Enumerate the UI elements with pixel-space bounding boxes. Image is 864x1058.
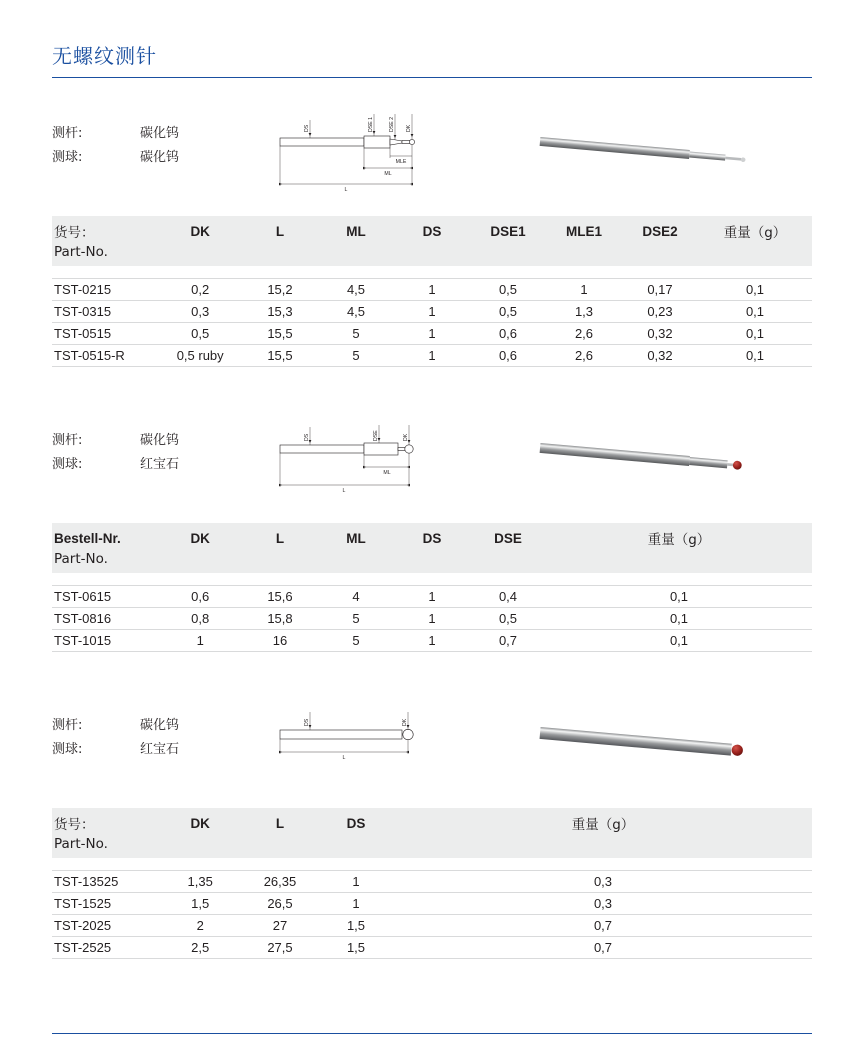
cell-part-no: TST-1015	[54, 633, 112, 648]
cell-dse1: 0,6	[498, 326, 518, 341]
material-value-stylus: 碳化钨	[140, 433, 180, 448]
col-head-dk: DK	[190, 223, 210, 239]
dim-label-dse2: DSE 2	[389, 117, 395, 132]
table-row	[52, 915, 812, 937]
section-1-table	[52, 216, 812, 367]
col-head-dse: DSE	[494, 530, 522, 546]
cell-ml: 5	[352, 326, 360, 341]
col-head-mle1: MLE1	[565, 223, 602, 239]
dim-label-ml: ML	[383, 470, 391, 476]
header-row-main	[52, 523, 812, 551]
cell-part-no: TST-2025	[54, 918, 112, 933]
col-subhead-blank-1	[158, 559, 242, 565]
cell-dse1: 0,6	[498, 348, 518, 363]
cell-ds: 1	[428, 589, 436, 604]
cell-ds: 1	[428, 326, 436, 341]
header-row-sub	[52, 551, 812, 573]
section-3-table-body	[52, 858, 812, 959]
section-3-table	[52, 808, 812, 959]
photo-svg-2	[532, 419, 792, 511]
cell-dse1: 0,5	[498, 304, 518, 319]
col-subhead-blank-4	[394, 559, 470, 565]
header-row-main	[52, 216, 812, 244]
header-row-sub	[52, 836, 812, 858]
cell-weight: 0,3	[593, 896, 613, 911]
cell-ml: 4,5	[346, 304, 366, 319]
dim-label-ds: DS	[304, 124, 310, 132]
col-head-dse1: DSE1	[490, 223, 526, 239]
col-subhead-blank-1	[158, 844, 242, 850]
cell-l: 27,5	[267, 940, 293, 955]
cell-dk: 1,5	[191, 896, 210, 911]
photo-svg-1	[532, 112, 792, 204]
col-head-part-no: 货号：	[54, 225, 95, 241]
cell-ds: 1	[428, 282, 436, 297]
material-value-ball: 碳化钨	[140, 150, 180, 165]
col-subhead-blank-6	[546, 559, 812, 565]
col-head-l: L	[275, 815, 285, 831]
cell-part-no: TST-0315	[54, 304, 112, 319]
table-row	[52, 937, 812, 959]
section-3-top	[52, 704, 812, 796]
dim-label-dse1: DSE 1	[368, 117, 374, 132]
col-subhead-part-no: Part-No.	[54, 244, 108, 260]
cell-l: 27	[272, 918, 288, 933]
dim-label-l: L	[342, 488, 346, 494]
cell-part-no: TST-0515	[54, 326, 112, 341]
section-2-table-head	[52, 523, 812, 573]
material-row-stylus	[52, 714, 262, 738]
cell-weight: 0,1	[745, 304, 765, 319]
cell-weight: 0,1	[669, 611, 689, 626]
col-subhead-part-no: Part-No.	[54, 551, 108, 567]
section-1-materials	[52, 112, 262, 170]
section-3-materials	[52, 704, 262, 762]
cell-dk: 0,5 ruby	[176, 348, 224, 363]
cell-mle1: 1	[580, 282, 588, 297]
material-value-stylus: 碳化钨	[140, 126, 180, 141]
cell-weight: 0,1	[745, 348, 765, 363]
cell-ds: 1,5	[346, 940, 366, 955]
material-row-ball	[52, 738, 262, 762]
material-value-ball: 红宝石	[140, 742, 180, 757]
cell-weight: 0,7	[593, 940, 613, 955]
cell-ds: 1	[428, 304, 436, 319]
dim-label-mle: MLE	[395, 159, 407, 165]
cell-ml: 5	[352, 633, 360, 648]
cell-dk: 0,2	[191, 282, 210, 297]
material-row-ball	[52, 146, 262, 170]
section-2-top	[52, 419, 812, 511]
cell-ds: 1	[352, 874, 360, 889]
table-spacer	[52, 266, 812, 279]
section-2	[52, 419, 812, 652]
cell-ds: 1	[428, 633, 436, 648]
material-label-stylus: 测杆:	[52, 433, 83, 448]
col-subhead-part-no: Part-No.	[54, 836, 108, 852]
cell-part-no: TST-0515-R	[54, 348, 125, 363]
cell-part-no: TST-2525	[54, 940, 112, 955]
col-subhead-blank-3	[318, 252, 394, 258]
cell-l: 26,35	[263, 874, 297, 889]
cell-part-no: TST-0215	[54, 282, 112, 297]
table-row	[52, 279, 812, 301]
cell-l: 15,5	[267, 348, 293, 363]
photo-svg-3	[532, 704, 792, 796]
cell-weight: 0,1	[669, 589, 689, 604]
col-subhead-blank-2	[242, 844, 318, 850]
footer-divider	[52, 1033, 812, 1034]
col-head-weight: 重量（g）	[571, 817, 635, 833]
cell-weight: 0,3	[593, 874, 613, 889]
col-subhead-blank-4	[394, 252, 470, 258]
material-label-ball: 测球:	[52, 742, 83, 757]
material-row-stylus	[52, 429, 262, 453]
material-label-stylus: 测杆:	[52, 718, 83, 733]
cell-mle1: 2,6	[574, 326, 594, 341]
cell-part-no: TST-0816	[54, 611, 112, 626]
table-spacer	[52, 573, 812, 586]
col-subhead-blank-5	[470, 252, 546, 258]
col-subhead-blank-6	[546, 252, 622, 258]
col-subhead-blank-1	[158, 252, 242, 258]
col-subhead-blank-3	[318, 844, 394, 850]
dim-label-dse: DSE	[373, 430, 379, 441]
col-head-l: L	[275, 530, 285, 546]
page-header	[52, 0, 812, 78]
cell-dse1: 0,5	[498, 282, 518, 297]
section-1-technical-drawing	[262, 112, 532, 204]
col-head-part-no: 货号：	[54, 817, 95, 833]
col-head-weight: 重量（g）	[647, 532, 711, 548]
table-row	[52, 608, 812, 630]
material-value-ball: 红宝石	[140, 457, 180, 472]
col-head-ds: DS	[422, 223, 442, 239]
col-subhead-blank-2	[242, 559, 318, 565]
cell-dk: 1,35	[187, 874, 213, 889]
header-row-sub	[52, 244, 812, 266]
material-value-stylus: 碳化钨	[140, 718, 180, 733]
cell-part-no: TST-0615	[54, 589, 112, 604]
col-subhead-blank-3	[318, 559, 394, 565]
section-3-technical-drawing	[262, 704, 532, 796]
cell-dk: 1	[196, 633, 204, 648]
cell-ds: 1,5	[346, 918, 366, 933]
dim-label-dk: DK	[403, 433, 409, 441]
col-head-dk: DK	[190, 530, 210, 546]
cell-dk: 0,3	[191, 304, 210, 319]
section-2-table	[52, 523, 812, 652]
col-subhead-blank-4	[394, 844, 812, 850]
header-divider	[52, 77, 812, 78]
section-1	[52, 112, 812, 367]
cell-weight: 0,1	[669, 633, 689, 648]
col-head-ml: ML	[346, 530, 366, 546]
cell-dk: 0,8	[191, 611, 210, 626]
table-row	[52, 893, 812, 915]
cell-l: 16	[272, 633, 288, 648]
cell-dk: 0,5	[191, 326, 210, 341]
cell-ml: 5	[352, 348, 360, 363]
cell-weight: 0,1	[745, 326, 765, 341]
drawing-svg-2	[262, 419, 532, 511]
cell-dse: 0,4	[498, 589, 518, 604]
section-3-table-head	[52, 808, 812, 858]
table-row	[52, 630, 812, 652]
drawing-svg-3	[262, 704, 532, 796]
section-2-product-photo	[532, 419, 812, 511]
col-head-ds: DS	[346, 815, 366, 831]
cell-ds: 1	[352, 896, 360, 911]
section-3	[52, 704, 812, 959]
section-1-table-body	[52, 266, 812, 367]
col-subhead-blank-7	[622, 252, 698, 258]
table-row	[52, 586, 812, 608]
dim-label-ds: DS	[304, 718, 310, 726]
cell-dse2: 0,32	[647, 326, 673, 341]
col-head-dk: DK	[190, 815, 210, 831]
cell-dk: 2,5	[191, 940, 210, 955]
cell-l: 15,6	[267, 589, 293, 604]
table-row	[52, 871, 812, 893]
cell-part-no: TST-1525	[54, 896, 112, 911]
section-1-top	[52, 112, 812, 204]
cell-dse2: 0,23	[647, 304, 673, 319]
col-head-ml: ML	[346, 223, 366, 239]
cell-ds: 1	[428, 348, 436, 363]
section-3-product-photo	[532, 704, 812, 796]
material-label-ball: 测球:	[52, 150, 83, 165]
page-title: 无螺纹测针	[52, 44, 157, 68]
material-label-stylus: 测杆:	[52, 126, 83, 141]
header-row-main	[52, 808, 812, 836]
col-subhead-blank-5	[470, 559, 546, 565]
cell-mle1: 1,3	[574, 304, 594, 319]
dim-label-l: L	[344, 187, 348, 193]
dim-label-ds: DS	[304, 433, 310, 441]
cell-dse2: 0,17	[647, 282, 673, 297]
col-head-l: L	[275, 223, 285, 239]
cell-ml: 4	[352, 589, 360, 604]
cell-dse: 0,5	[498, 611, 518, 626]
table-row	[52, 301, 812, 323]
cell-l: 15,5	[267, 326, 293, 341]
material-row-ball	[52, 453, 262, 477]
section-1-table-head	[52, 216, 812, 266]
dim-label-dk: DK	[402, 718, 408, 726]
material-row-stylus	[52, 122, 262, 146]
cell-l: 15,8	[267, 611, 293, 626]
cell-weight: 0,1	[745, 282, 765, 297]
cell-dk: 0,6	[191, 589, 210, 604]
section-2-technical-drawing	[262, 419, 532, 511]
col-subhead-blank-8	[698, 252, 812, 258]
cell-part-no: TST-13525	[54, 874, 119, 889]
table-spacer	[52, 858, 812, 871]
dim-label-ml: ML	[384, 171, 392, 177]
cell-ml: 4,5	[346, 282, 366, 297]
col-head-dse2: DSE2	[642, 223, 678, 239]
section-1-product-photo	[532, 112, 812, 204]
section-2-materials	[52, 419, 262, 477]
dim-label-dk: DK	[406, 124, 412, 132]
cell-l: 15,2	[267, 282, 293, 297]
cell-ml: 5	[352, 611, 360, 626]
cell-ds: 1	[428, 611, 436, 626]
table-row	[52, 345, 812, 367]
dim-label-l: L	[342, 755, 346, 761]
cell-mle1: 2,6	[574, 348, 594, 363]
col-head-weight: 重量（g）	[723, 225, 787, 241]
material-label-ball: 测球:	[52, 457, 83, 472]
col-head-bestell-nr: Bestell-Nr.	[54, 530, 121, 546]
section-2-table-body	[52, 573, 812, 652]
cell-dse: 0,7	[498, 633, 518, 648]
cell-weight: 0,7	[593, 918, 613, 933]
col-head-ds: DS	[422, 530, 442, 546]
cell-l: 26,5	[267, 896, 293, 911]
cell-dk: 2	[196, 918, 204, 933]
table-row	[52, 323, 812, 345]
cell-dse2: 0,32	[647, 348, 673, 363]
col-subhead-blank-2	[242, 252, 318, 258]
drawing-svg-1	[262, 112, 532, 204]
cell-l: 15,3	[267, 304, 293, 319]
